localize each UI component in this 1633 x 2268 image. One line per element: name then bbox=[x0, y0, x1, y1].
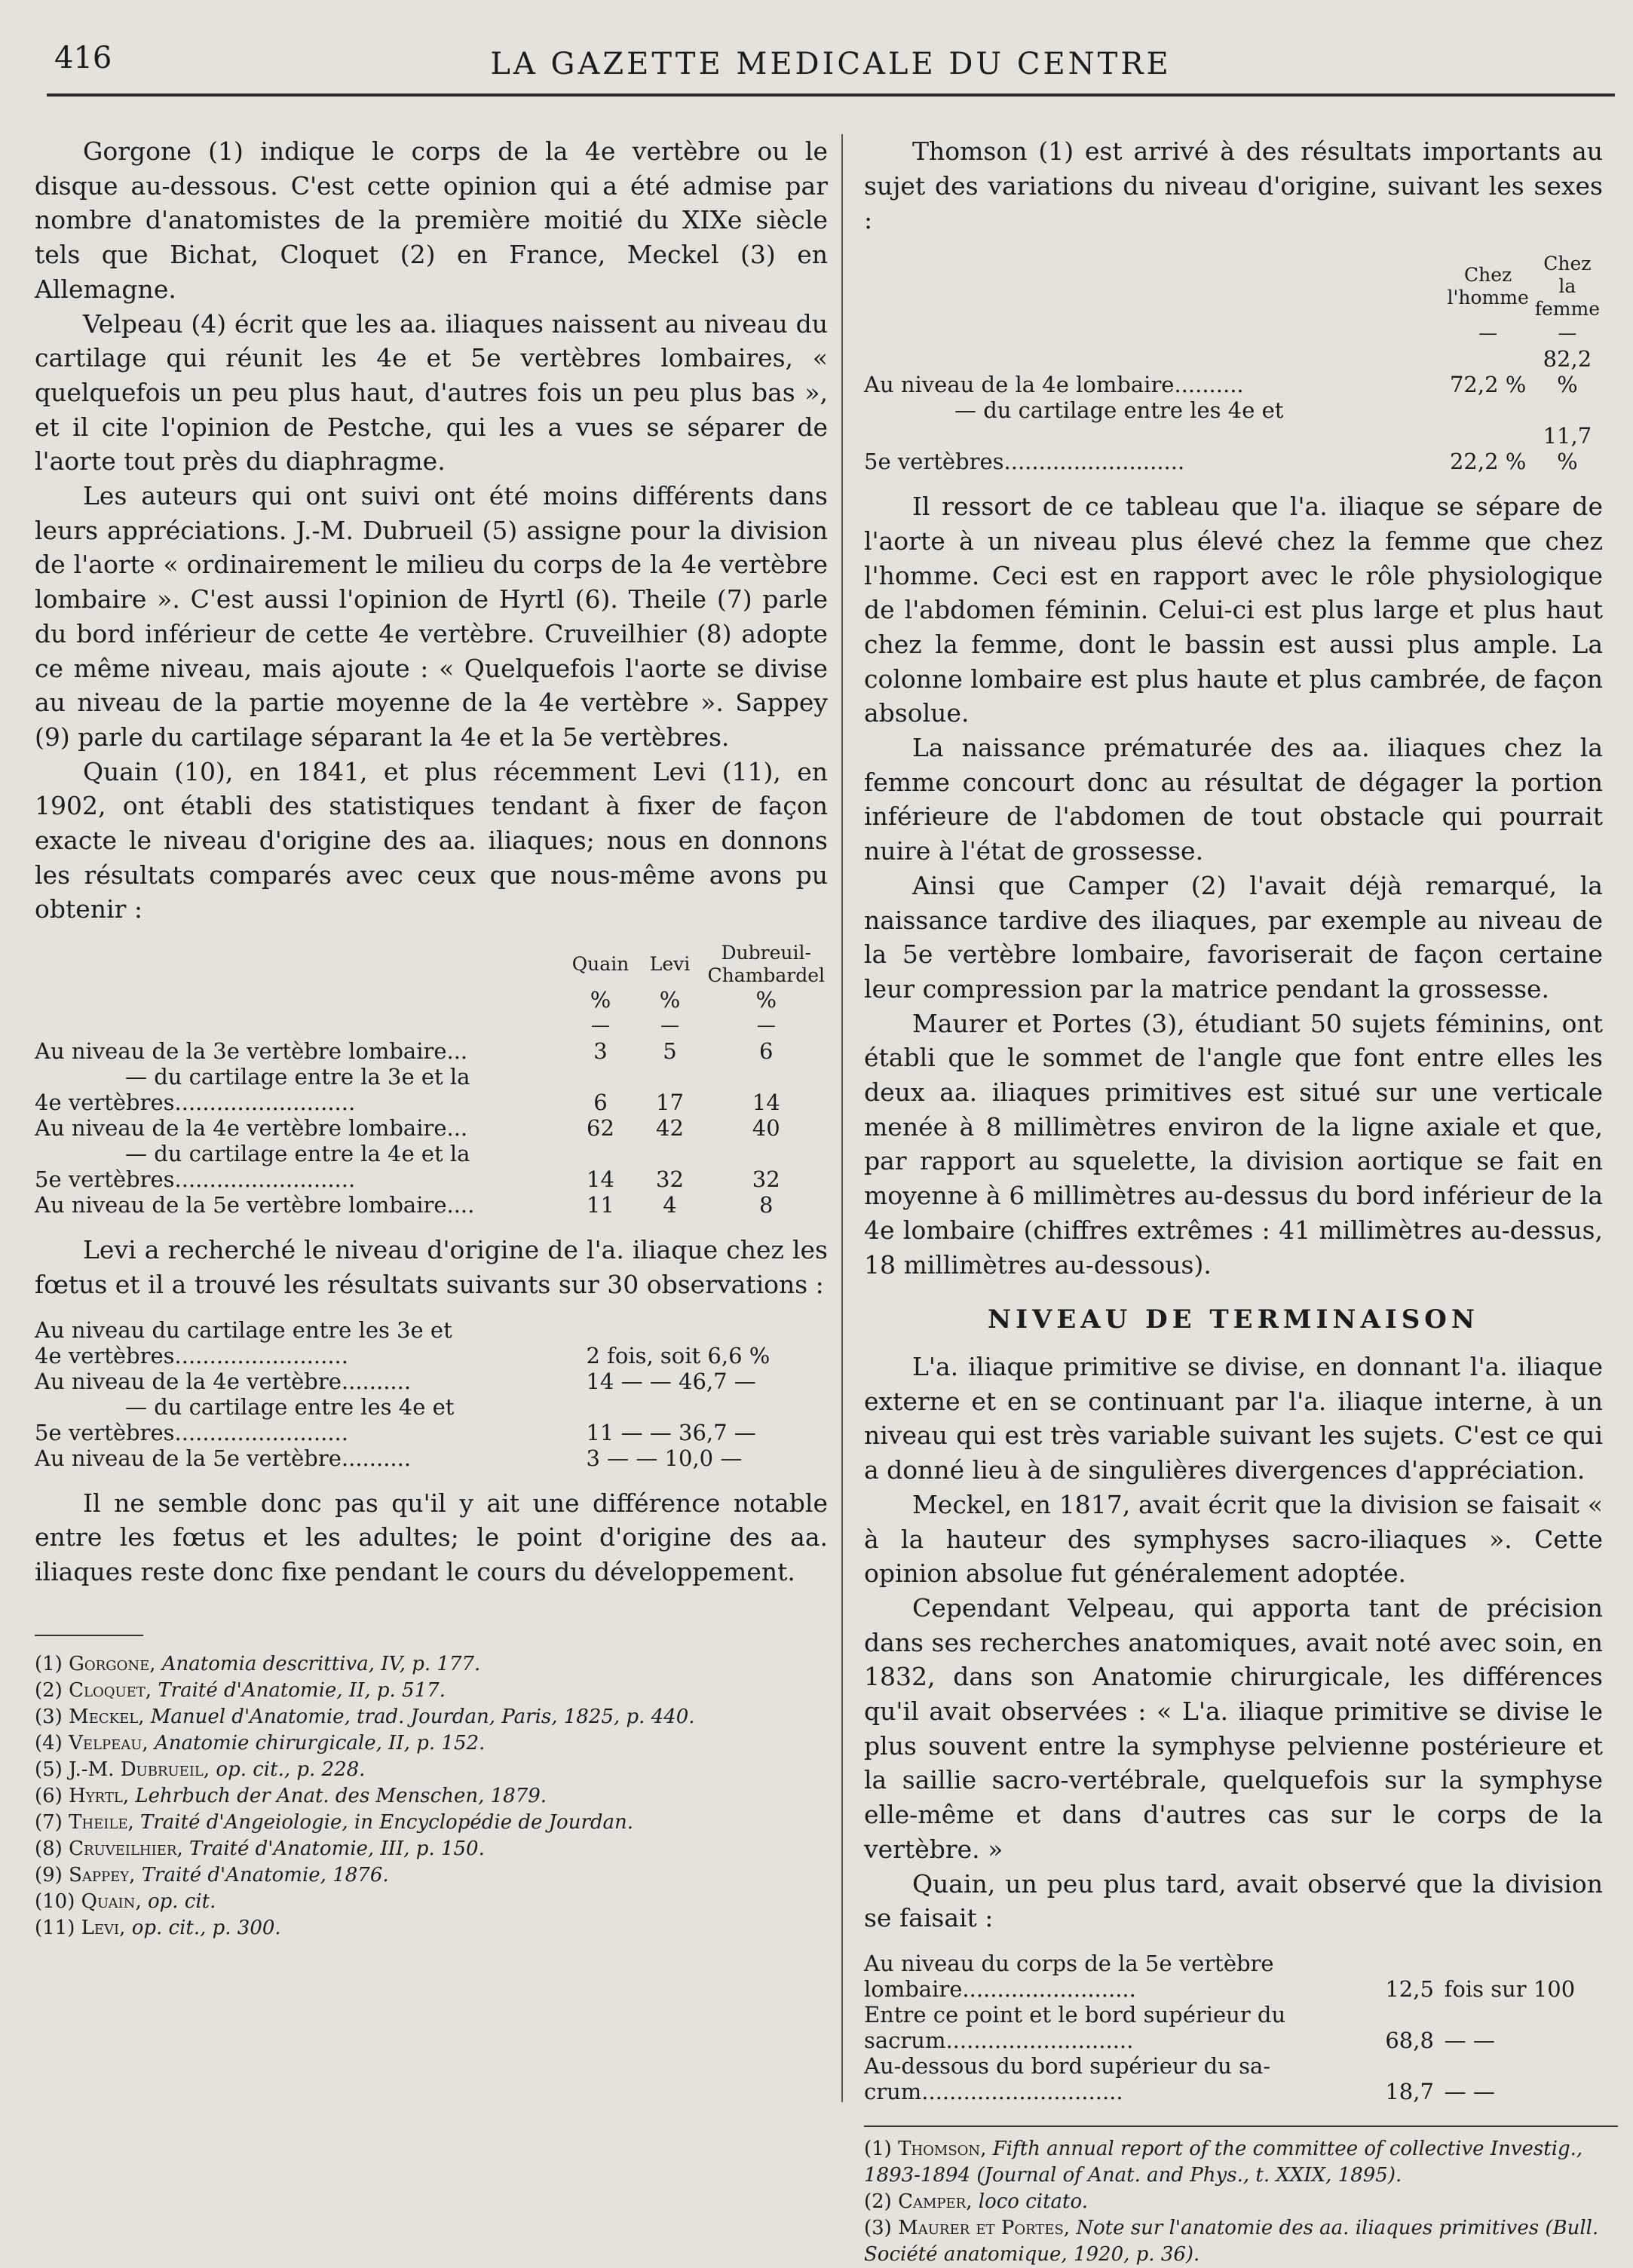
cell-homme: 22,2 % bbox=[1449, 449, 1527, 475]
column-header: Levi bbox=[649, 953, 691, 976]
row-label: 4e vertèbres.......................... bbox=[35, 1090, 356, 1116]
row-label: crum............................. bbox=[864, 2078, 1123, 2104]
row-value bbox=[1375, 2002, 1445, 2027]
table-row bbox=[864, 2027, 1603, 2053]
unit-label: % bbox=[590, 987, 611, 1013]
row-value bbox=[586, 1317, 828, 1343]
dash: — bbox=[756, 1014, 776, 1037]
paragraph: Levi a recherché le niveau d'origine de l'a. iliaque chez les fœtus et il a trouvé les résultats suivants sur 30 observations : bbox=[35, 1235, 828, 1299]
footnote: (6) Hyrtl, Lehrbuch der Anat. des Menschen, 1879. bbox=[35, 1784, 547, 1807]
cell-levi: 5 bbox=[663, 1038, 677, 1065]
table-unit-row bbox=[35, 987, 828, 1013]
cell-quain: 62 bbox=[587, 1115, 614, 1142]
paragraph: Maurer et Portes (3), étudiant 50 sujets féminins, ont établi que le sommet de l'angle que font entre elles les deux aa. iliaques primitives est situé sur une verticale menée à 8 millimètres environ de la ligne axiale et que, par rapport au squelette, la division aortique se fait en moyenne à 6 millimètres au-dessus du bord inférieur de la 4e lombaire (chiffres extrêmes : 41 millimètres au-dessus, 18 millimètres au-dessous). bbox=[864, 1008, 1603, 1280]
table-row bbox=[864, 2002, 1603, 2027]
cell-quain: 11 bbox=[587, 1192, 614, 1218]
table-row bbox=[35, 1343, 828, 1368]
cell-quain bbox=[566, 1064, 636, 1090]
left-column bbox=[35, 134, 828, 1942]
paragraph: Il ressort de ce tableau que l'a. iliaque se sépare de l'aorte à un niveau plus élevé chez la femme que chez l'homme. Ceci est en rapport avec le rôle physiologique de l'abdomen féminin. Celui-ci est plus large et plus haut chez la femme, dont le bassin est aussi plus ample. La colonne lombaire est plus haute et plus cambrée, de façon absolue. bbox=[864, 492, 1603, 728]
footnote: (3) Meckel, Manuel d'Anatomie, trad. Jourdan, Paris, 1825, p. 440. bbox=[35, 1705, 695, 1728]
row-value bbox=[1375, 2053, 1445, 2079]
footnote: (10) Quain, op. cit. bbox=[35, 1889, 216, 1913]
dash: — bbox=[660, 1014, 679, 1037]
cell-homme: 72,2 % bbox=[1449, 372, 1527, 398]
table-row bbox=[35, 1368, 828, 1394]
cell-levi: 17 bbox=[656, 1090, 684, 1116]
table-fetus-origin bbox=[35, 1317, 828, 1471]
column-header: Chez la femme bbox=[1534, 253, 1601, 320]
table-row bbox=[35, 1141, 828, 1166]
table-row bbox=[35, 1192, 828, 1218]
header-rule bbox=[47, 93, 1615, 97]
footnote: (1) Thomson, Fifth annual report of the committee of collective Investig., 1893-1894 (Journal of Anat. and Phys., t. XXIX, 1895). bbox=[864, 2137, 1583, 2187]
row-value: 11 — — 36,7 — bbox=[586, 1419, 756, 1445]
table-row bbox=[35, 1064, 828, 1090]
unit-label: % bbox=[659, 987, 681, 1013]
cell-levi: 32 bbox=[656, 1166, 684, 1193]
row-value: 3 — — 10,0 — bbox=[586, 1445, 743, 1471]
row-label: lombaire......................... bbox=[864, 1975, 1136, 2002]
cell-homme bbox=[1445, 397, 1532, 423]
row-value bbox=[586, 1394, 828, 1420]
row-label: 4e vertèbres......................... bbox=[35, 1342, 348, 1368]
cell-dubreuil: 32 bbox=[752, 1166, 780, 1193]
footnote: (7) Theile, Traité d'Angeiologie, in Encyclopédie de Jourdan. bbox=[35, 1810, 634, 1834]
cell-femme: 11,7 % bbox=[1543, 423, 1592, 475]
row-label: Au-dessous du bord supérieur du sa- bbox=[864, 2052, 1271, 2079]
table-row bbox=[35, 1317, 828, 1343]
column-header: Dubreuil-Chambardel bbox=[707, 942, 825, 987]
table-origin-comparison bbox=[35, 942, 828, 1218]
table-row bbox=[35, 1166, 828, 1192]
row-value: 12,5 bbox=[1385, 1975, 1434, 2002]
footnote: (5) J.-M. Dubrueil, op. cit., p. 228. bbox=[35, 1758, 366, 1781]
table-row bbox=[35, 1115, 828, 1141]
row-label: — du cartilage entre la 3e et la bbox=[125, 1064, 470, 1090]
row-value: 18,7 bbox=[1385, 2078, 1434, 2104]
footnote: (1) Gorgone, Anatomia descrittiva, IV, p. 177. bbox=[35, 1652, 481, 1675]
journal-title: LA GAZETTE MEDICALE DU CENTRE bbox=[490, 47, 1172, 81]
row-label: Au niveau de la 5e vertèbre.......... bbox=[35, 1445, 412, 1471]
row-label: 5e vertèbres.......................... bbox=[35, 1166, 356, 1193]
row-label: Au niveau de la 4e vertèbre.......... bbox=[35, 1368, 412, 1394]
table-row bbox=[35, 1090, 828, 1115]
cell-dubreuil: 6 bbox=[759, 1038, 774, 1065]
cell-quain: 3 bbox=[593, 1038, 608, 1065]
row-value: 2 fois, soit 6,6 % bbox=[586, 1342, 771, 1368]
paragraph: La naissance prématurée des aa. iliaques chez la femme concourt donc au résultat de dégager la portion inférieure de l'abdomen de tout obstacle qui pourrait nuire à l'état de grossesse. bbox=[864, 733, 1603, 866]
row-label: Au niveau du cartilage entre les 3e et bbox=[35, 1316, 452, 1343]
column-header: Quain bbox=[571, 953, 630, 976]
footnote-rule bbox=[35, 1635, 143, 1636]
footnote-rule bbox=[864, 2125, 1618, 2127]
footnotes bbox=[864, 2136, 1603, 2268]
paragraph: Thomson (1) est arrivé à des résultats importants au sujet des variations du niveau d'origine, suivant les sexes : bbox=[864, 136, 1603, 235]
table-quain-division bbox=[864, 1951, 1603, 2104]
cell-femme bbox=[1532, 397, 1603, 423]
row-label: Au niveau de la 3e vertèbre lombaire... bbox=[35, 1038, 468, 1065]
right-column bbox=[864, 134, 1603, 2268]
row-label: Au niveau de la 5e vertèbre lombaire.... bbox=[35, 1192, 475, 1218]
cell-quain: 6 bbox=[593, 1090, 608, 1116]
cell-levi: 42 bbox=[656, 1115, 684, 1142]
row-label: 5e vertèbres.......................... bbox=[864, 449, 1185, 475]
row-label: — du cartilage entre la 4e et la bbox=[125, 1141, 470, 1167]
footnote: (2) Cloquet, Traité d'Anatomie, II, p. 517. bbox=[35, 1678, 446, 1702]
table-dash-row bbox=[35, 1013, 828, 1038]
cell-levi bbox=[636, 1141, 705, 1166]
page-header bbox=[47, 30, 1615, 89]
cell-levi bbox=[636, 1064, 705, 1090]
cell-dubreuil: 8 bbox=[759, 1192, 774, 1218]
table-row bbox=[864, 2053, 1603, 2079]
table-sex-variation bbox=[864, 253, 1603, 474]
table-row bbox=[864, 423, 1603, 474]
row-label: Au niveau du corps de la 5e vertèbre bbox=[864, 1950, 1274, 1976]
row-value: 68,8 bbox=[1385, 2027, 1434, 2053]
dash: — bbox=[1558, 322, 1577, 345]
footnote: (8) Cruveilhier, Traité d'Anatomie, III, p. 150. bbox=[35, 1837, 485, 1860]
cell-dubreuil: 40 bbox=[752, 1115, 780, 1142]
paragraph: Ainsi que Camper (2) l'avait déjà remarqué, la naissance tardive des iliaques, par exemple au niveau de la 5e vertèbre lombaire, favoriserait de façon certaine leur compression par la matrice pendant la grossesse. bbox=[864, 870, 1603, 1004]
dash: — bbox=[1478, 322, 1498, 345]
paragraph: Cependant Velpeau, qui apporta tant de précision dans ses recherches anatomiques, avait noté avec soin, en 1832, dans son Anatomie chirurgicale, les différences qu'il avait observées : « L'a. iliaque primitive se divise le plus souvent entre la symphyse pelvienne postérieure et la saillie sacro-vertébrale, quelquefois sur la symphyse elle-même et dans d'autres cas sur le corps de la vertèbre. » bbox=[864, 1592, 1603, 1864]
cell-quain bbox=[566, 1141, 636, 1166]
cell-dubreuil bbox=[705, 1064, 829, 1090]
table-row bbox=[864, 2079, 1603, 2104]
row-value: 14 — — 46,7 — bbox=[586, 1368, 756, 1394]
table-row bbox=[864, 1951, 1603, 1976]
row-suffix: fois sur 100 bbox=[1444, 1975, 1576, 2002]
table-header-row bbox=[864, 253, 1603, 320]
table-row bbox=[35, 1445, 828, 1471]
cell-levi: 4 bbox=[663, 1192, 677, 1218]
cell-dubreuil: 14 bbox=[752, 1090, 780, 1116]
section-title: NIVEAU DE TERMINAISON bbox=[987, 1304, 1479, 1335]
cell-femme: 82,2 % bbox=[1543, 346, 1592, 398]
row-value bbox=[1375, 1951, 1445, 1976]
row-suffix: — — bbox=[1444, 2027, 1495, 2053]
row-suffix bbox=[1445, 1951, 1603, 1976]
paragraph: Meckel, en 1817, avait écrit que la division se faisait « à la hauteur des symphyses sacro-iliaques ». Cette opinion absolue fut généralement adoptée. bbox=[864, 1489, 1603, 1589]
table-row bbox=[864, 397, 1603, 423]
table-row bbox=[35, 1420, 828, 1445]
dash: — bbox=[591, 1014, 610, 1037]
paragraph: Gorgone (1) indique le corps de la 4e vertèbre ou le disque au-dessous. C'est cette opinion qui a été admise par nombre d'anatomistes de la première moitié du XIXe siècle tels que Bichat, Cloquet (2) en France, Meckel (3) en Allemagne. bbox=[35, 136, 828, 304]
row-label: Au niveau de la 4e vertèbre lombaire... bbox=[35, 1115, 468, 1142]
paragraph: Il ne semble donc pas qu'il y ait une différence notable entre les fœtus et les adultes; le point d'origine des aa. iliaques reste donc fixe pendant le cours du développement. bbox=[35, 1488, 828, 1586]
footnote: (9) Sappey, Traité d'Anatomie, 1876. bbox=[35, 1863, 389, 1886]
paragraph: Quain (10), en 1841, et plus récemment Levi (11), en 1902, ont établi des statistiques tendant à fixer de façon exacte le niveau d'origine des aa. iliaques; nous en donnons les résultats comparés avec ceux que nous-même avons pu obtenir : bbox=[35, 756, 828, 924]
table-row bbox=[35, 1394, 828, 1420]
paragraph: Velpeau (4) écrit que les aa. iliaques naissent au niveau du cartilage qui réunit les 4e et 5e vertèbres lombaires, « quelquefois un peu plus haut, d'autres fois un peu plus bas », et il cite l'opinion de Pestche, qui les a vues se séparer de l'aorte tout près du diaphragme. bbox=[35, 308, 828, 477]
footnotes bbox=[35, 1651, 828, 1942]
footnote: (11) Levi, op. cit., p. 300. bbox=[35, 1916, 281, 1939]
cell-dubreuil bbox=[705, 1141, 829, 1166]
table-header-row bbox=[35, 942, 828, 987]
row-suffix bbox=[1445, 2002, 1603, 2027]
footnote: (4) Velpeau, Anatomie chirurgicale, II, p. 152. bbox=[35, 1731, 486, 1755]
footnote: (3) Maurer et Portes, Note sur l'anatomie des aa. iliaques primitives (Bull. Société anatomique, 1920, p. 36). bbox=[864, 2216, 1599, 2266]
footnote: (2) Camper, loco citato. bbox=[864, 2190, 1088, 2213]
column-divider bbox=[841, 134, 843, 2102]
row-suffix bbox=[1445, 2053, 1603, 2079]
page-number: 416 bbox=[54, 41, 112, 75]
unit-label: % bbox=[755, 987, 777, 1013]
table-row bbox=[35, 1038, 828, 1064]
table-row bbox=[864, 346, 1603, 397]
paragraph: Les auteurs qui ont suivi ont été moins différents dans leurs appréciations. J.-M. Dubrueil (5) assigne pour la division de l'aorte « ordinairement le milieu du corps de la 4e vertèbre lombaire ». C'est aussi l'opinion de Hyrtl (6). Theile (7) parle du bord inférieur de cette 4e vertèbre. Cruveilhier (8) adopte ce même niveau, mais ajoute : « Quelquefois l'aorte se divise au niveau de la partie moyenne de la 4e vertèbre ». Sappey (9) parle du cartilage séparant la 4e et la 5e vertèbres. bbox=[35, 481, 828, 752]
table-dash-row bbox=[864, 320, 1603, 346]
row-suffix: — — bbox=[1444, 2078, 1495, 2104]
row-label: Au niveau de la 4e lombaire.......... bbox=[864, 372, 1244, 398]
row-label: sacrum........................... bbox=[864, 2027, 1134, 2053]
column-header: Chez l'homme bbox=[1447, 264, 1529, 309]
paragraph: Quain, un peu plus tard, avait observé que la division se faisait : bbox=[864, 1868, 1603, 1933]
row-label: 5e vertèbres......................... bbox=[35, 1419, 348, 1445]
row-label: Entre ce point et le bord supérieur du bbox=[864, 2001, 1286, 2027]
row-label: — du cartilage entre les 4e et bbox=[125, 1393, 455, 1420]
cell-quain: 14 bbox=[587, 1166, 614, 1193]
row-label: — du cartilage entre les 4e et bbox=[954, 397, 1284, 424]
table-row bbox=[864, 1976, 1603, 2002]
paragraph: L'a. iliaque primitive se divise, en donnant l'a. iliaque externe et en se continuant par l'a. iliaque interne, à un niveau qui est très variable suivant les sujets. C'est ce qui a donné lieu à de singulières divergences d'appréciation. bbox=[864, 1351, 1603, 1485]
